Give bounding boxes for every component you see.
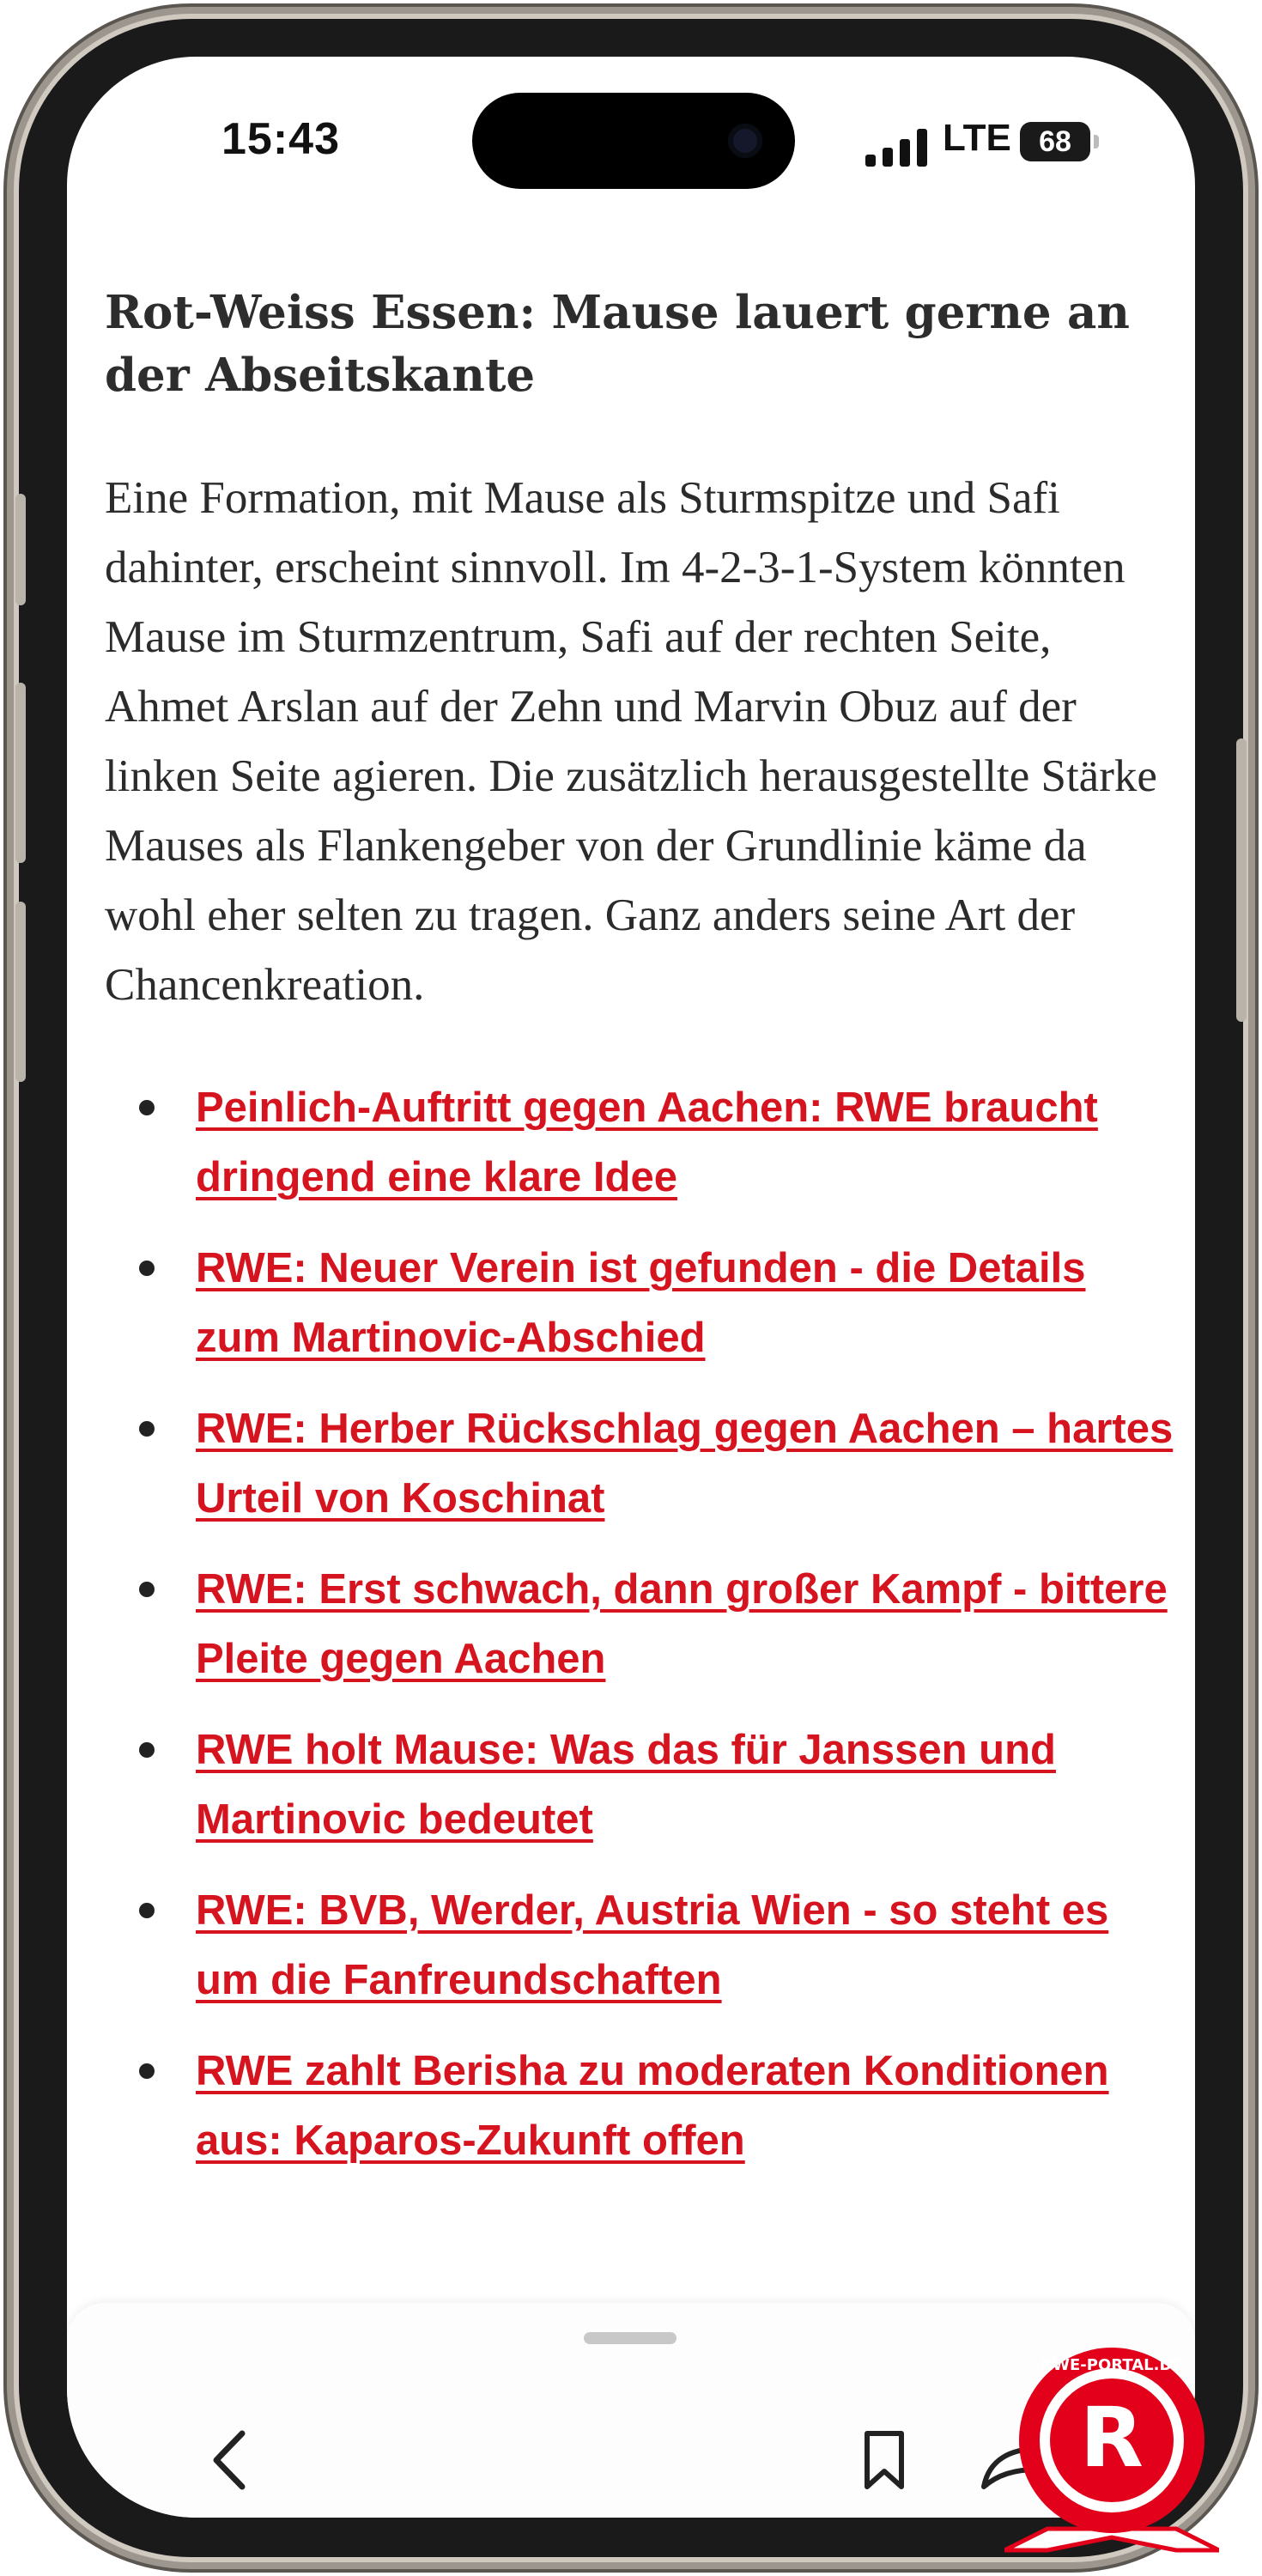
bullet [139,1100,155,1115]
phone-screen [67,57,1195,2518]
bookmark-button[interactable] [859,2421,910,2499]
bullet [139,1261,155,1276]
related-articles-list [105,1073,1178,2176]
action-button [15,494,26,605]
logo-letter: R [1080,2390,1144,2486]
related-article-link[interactable]: RWE: Neuer Verein ist gefunden - die Details zum Martinovic-Abschied [196,1245,1086,1361]
logo-text: RWE-PORTAL.DE [1041,2356,1183,2374]
dynamic-island [472,93,795,189]
related-article-link[interactable]: RWE zahlt Berisha zu moderaten Konditionen aus: Kaparos-Zukunft offen [196,2048,1109,2164]
status-bar [67,57,1195,220]
list-item [105,1394,1178,1534]
front-camera [728,124,762,158]
article-content [105,282,1178,2197]
related-article-link[interactable]: RWE: BVB, Werder, Austria Wien - so steht es um die Fanfreundschaften [196,1887,1109,2003]
rwe-portal-logo-icon [1004,2344,1219,2559]
list-item [105,1234,1178,1373]
related-article-link[interactable]: RWE: Erst schwach, dann großer Kampf - bittere Pleite gegen Aachen [196,1566,1168,1682]
article-paragraph: Eine Formation, mit Mause als Sturmspitze und Safi dahinter, erscheint sinnvoll. Im 4-2-3-1-System könnten Mause im Sturmzentrum, Safi auf der rechten Seite, Ahmet Arslan auf der Zehn und Marvin Obuz auf der linken Seite agieren. Die zusätzlich herausgestellte Stärke Mauses als Flankengeber von der Grundlinie käme da wohl eher selten zu tragen. Ganz anders seine Art der Chancenkreation. [105,473,1157,1010]
related-article-link[interactable]: Peinlich-Auftritt gegen Aachen: RWE braucht dringend eine klare Idee [196,1084,1098,1200]
volume-up-button [15,683,26,863]
battery-icon: 68 [1020,122,1090,161]
signal-strength-icon [865,129,929,167]
list-item [105,1716,1178,1855]
chevron-left-icon [204,2421,256,2499]
related-article-link[interactable]: RWE: Herber Rückschlag gegen Aachen – hartes Urteil von Koschinat [196,1406,1174,1522]
related-article-link[interactable]: RWE holt Mause: Was das für Janssen und Martinovic bedeutet [196,1727,1056,1843]
bullet [139,1742,155,1758]
bullet [139,1582,155,1597]
bullet [139,2063,155,2079]
power-button [1236,738,1247,1022]
bullet [139,1903,155,1918]
bullet [139,1421,155,1437]
article-heading: Rot-Weiss Essen: Mause lauert gerne an der Abseitskante [105,286,1130,402]
back-button[interactable] [204,2421,256,2499]
bookmark-icon [859,2421,910,2499]
list-item [105,1876,1178,2015]
network-type: LTE [943,117,1011,159]
battery-tip [1094,135,1099,149]
list-item [105,1555,1178,1694]
rwe-portal-logo [1004,2344,1219,2559]
status-time: 15:43 [221,114,340,164]
volume-down-button [15,902,26,1082]
sheet-grabber-handle[interactable] [584,2332,677,2344]
list-item [105,2037,1178,2176]
list-item [105,1073,1178,1212]
